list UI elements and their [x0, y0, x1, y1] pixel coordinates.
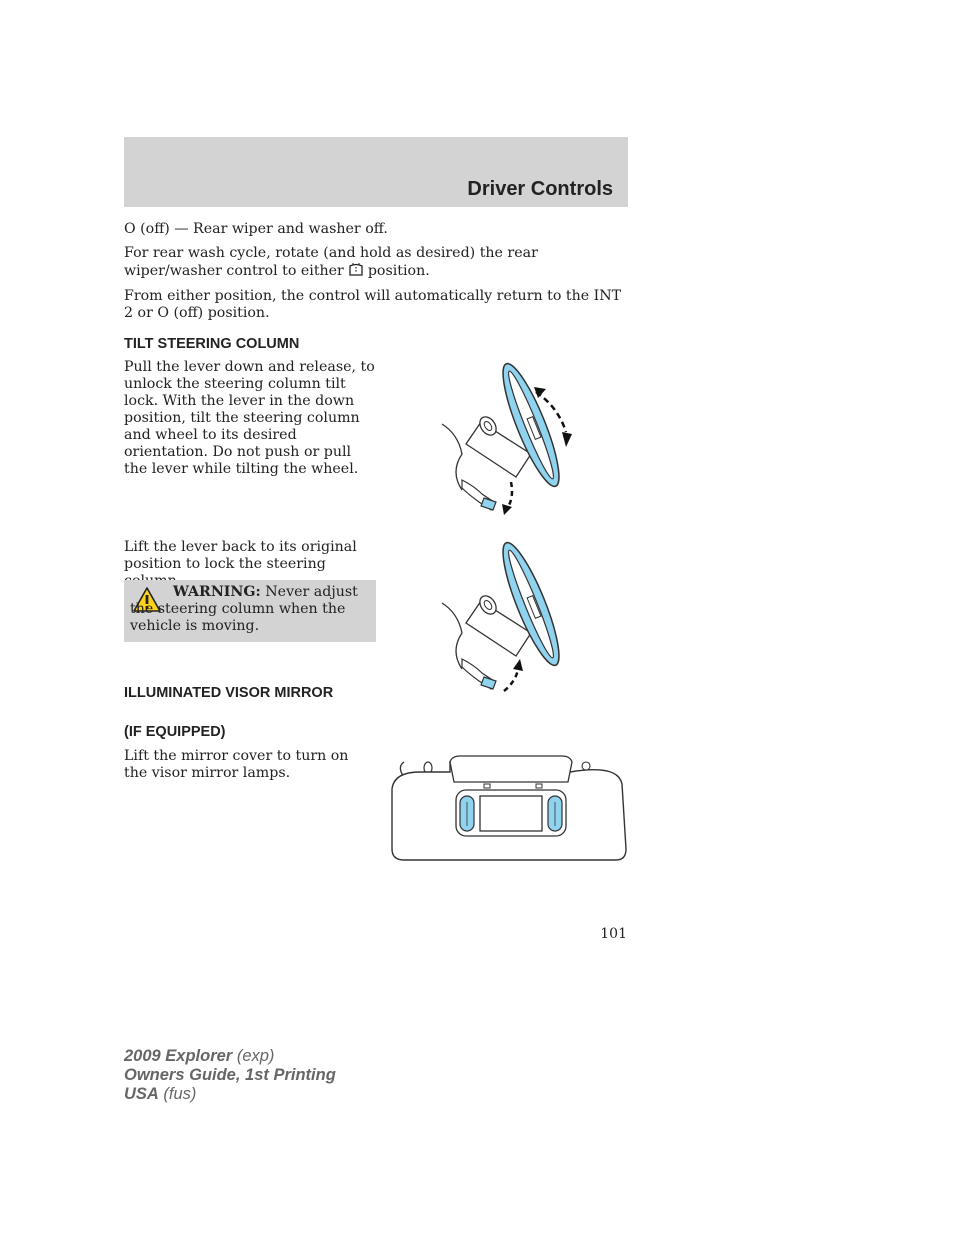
wiper-off-text: O (off) — Rear wiper and washer off.: [124, 221, 388, 237]
visor-text: Lift the mirror cover to turn on the visor mirror lamps.: [124, 748, 349, 781]
visor-heading: ILLUMINATED VISOR MIRROR: [124, 685, 334, 701]
warning-message: Never adjust the steering column when the vehicle is moving.: [130, 584, 358, 634]
visor-heading-equipped: (IF EQUIPPED): [124, 724, 226, 740]
warning-box: [124, 580, 376, 642]
footer-line-2: Owners Guide, 1st Printing: [124, 1066, 336, 1084]
wiper-return-text: From either position, the control will automatically return to the INT 2 or O (off) position.: [124, 288, 622, 321]
tilt-lock-text: Lift the lever back to its original position to lock the steering: [124, 539, 357, 572]
steering-tilt-illustration: [436, 362, 586, 517]
footer-line-3: USA (fus): [124, 1085, 197, 1103]
washer-spray-icon: [346, 262, 366, 282]
wiper-wash-text: [124, 245, 624, 282]
section-header: [124, 137, 628, 207]
warning-label: WARNING:: [173, 584, 261, 600]
wiper-wash-text-after: position.: [367, 263, 430, 279]
tilt-unlock-text: Pull the lever down and release, to unlock the steering column tilt lock. With the lever in the down position, tilt the steering column and wheel to its desired orientation. Do not push or pull the lever while tilting the wheel.: [124, 359, 375, 477]
footer-line-1: 2009 Explorer (exp): [124, 1047, 275, 1065]
page-number: 101: [600, 926, 627, 942]
wiper-wash-text-before: For rear wash cycle, rotate (and hold as desired) the rear wiper/washer control to either: [124, 245, 538, 279]
tilt-heading: TILT STEERING COLUMN: [124, 336, 300, 352]
section-title: Driver Controls: [467, 178, 613, 200]
steering-lock-illustration: [436, 541, 586, 696]
warning-text: [130, 584, 370, 635]
footer: [124, 1047, 336, 1104]
visor-mirror-illustration: [390, 754, 630, 866]
